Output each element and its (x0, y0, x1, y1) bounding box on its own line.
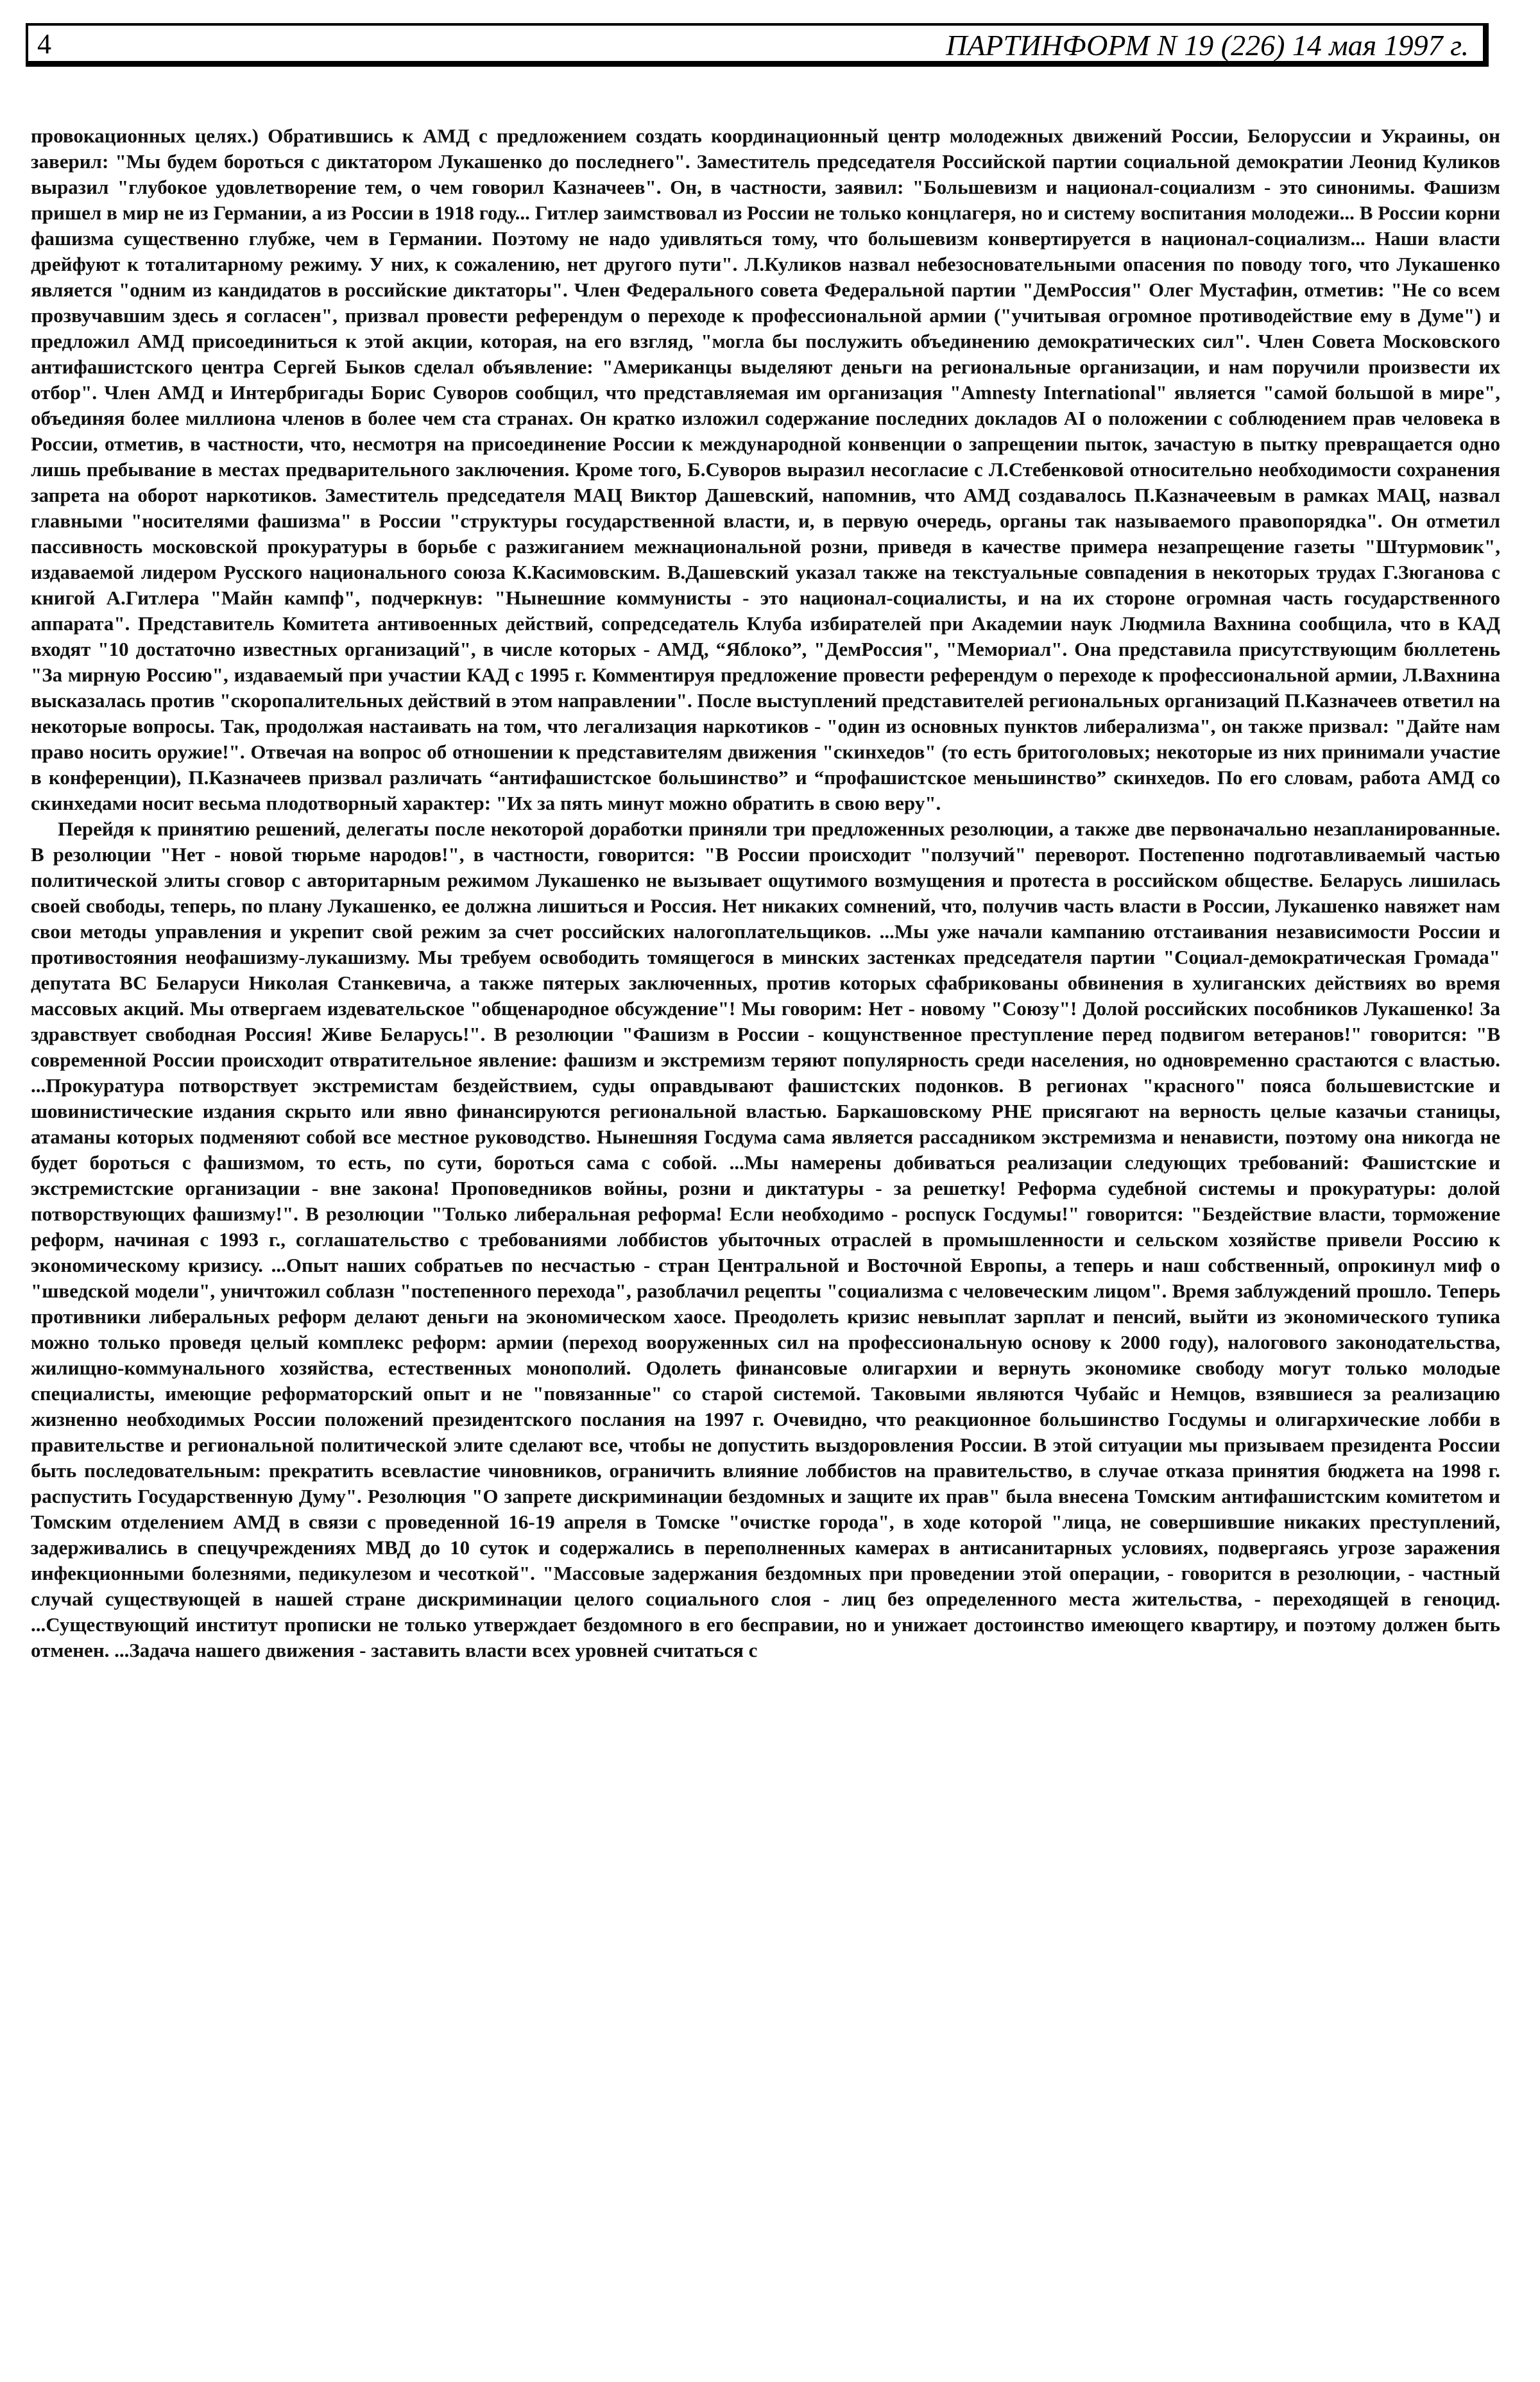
article-body (31, 123, 1500, 1663)
issue-info: ПАРТИНФОРМ N 19 (226) 14 мая 1997 г. (946, 29, 1469, 62)
page-number: 4 (37, 28, 51, 60)
article-paragraph: провокационных целях.) Обратившись к АМД с предложением создать координационный центр молодежных движений России, Белоруссии и Украины, он заверил: "Мы будем бороться с диктатором Лукашенко до последнего". Заместитель председателя Российской партии социальной демократии Леонид Куликов выразил "глубокое удовлетворение тем, о чем говорил Казначеев". Он, в частности, заявил: "Большевизм и национал-социализм - это синонимы. Фашизм пришел в мир не из Германии, а из России в 1918 году... Гитлер заимствовал из России не только концлагеря, но и систему воспитания молодежи... В России корни фашизма существенно глубже, чем в Германии. Поэтому не надо удивляться тому, что большевизм конвертируется в национал-социализм... Наши власти дрейфуют к тоталитарному режиму. У них, к сожалению, нет другого пути". Л.Куликов назвал небезосновательными опасения по поводу того, что Лукашенко является "одним из кандидатов в российские диктаторы". Член Федерального совета Федеральной партии "ДемРоссия" Олег Мустафин, отметив: "Не со всем прозвучавшим здесь я согласен", призвал провести референдум о переходе к профессиональной армии ("учитывая огромное противодействие ему в Думе") и предложил АМД присоединиться к этой акции, которая, на его взгляд, "могла бы послужить объединению демократических сил". Член Совета Московского антифашистского центра Сергей Быков сделал объявление: "Американцы выделяют деньги на региональные организации, и нам поручили произвести их отбор". Член АМД и Интербригады Борис Суворов сообщил, что представляемая им организация "Amnesty International" является "самой большой в мире", объединяя более миллиона членов в более чем ста странах. Он кратко изложил содержание последних докладов AI о положении с соблюдением прав человека в России, отметив, в частности, что, несмотря на присоединение России к международной конвенции о запрещении пыток, зачастую в пытку превращается одно лишь пребывание в местах предварительного заключения. Кроме того, Б.Суворов выразил несогласие с Л.Стебенковой относительно необходимости сохранения запрета на оборот наркотиков. Заместитель председателя МАЦ Виктор Дашевский, напомнив, что АМД создавалось П.Казначеевым в рамках МАЦ, назвал главными "носителями фашизма" в России "структуры государственной власти, и, в первую очередь, органы так называемого правопорядка". Он отметил пассивность московской прокуратуры в борьбе с разжиганием межнациональной розни, приведя в качестве примера незапрещение газеты "Штурмовик", издаваемой лидером Русского национального союза К.Касимовским. В.Дашевский указал также на текстуальные совпадения в некоторых трудах Г.Зюганова с книгой А.Гитлера "Майн кампф", подчеркнув: "Нынешние коммунисты - это национал-социалисты, и на их стороне огромная часть государственного аппарата". Представитель Комитета антивоенных действий, сопредседатель Клуба избирателей при Академии наук Людмила Вахнина сообщила, что в КАД входят "10 достаточно известных организаций", в числе которых - АМД, “Яблоко”, "ДемРоссия", "Мемориал". Она представила присутствующим бюллетень "За мирную Россию", издаваемый при участии КАД с 1995 г. Комментируя предложение провести референдум о переходе к профессиональной армии, Л.Вахнина высказалась против "скоропалительных действий в этом направлении". После выступлений представителей региональных организаций П.Казначеев ответил на некоторые вопросы. Так, продолжая настаивать на том, что легализация наркотиков - "один из основных пунктов либерализма", он также призвал: "Дайте нам право носить оружие!". Отвечая на вопрос об отношении к представителям движения "скинхедов" (то есть бритоголовых; некоторые из них принимали участие в конференции), П.Казначеев призвал различать “антифашистское большинство” и “профашистское меньшинство” скинхедов. По его словам, работа АМД со скинхедами носит весьма плодотворный характер: "Их за пять минут можно обратить в свою веру". (31, 124, 1500, 814)
article-paragraph: Перейдя к принятию решений, делегаты после некоторой доработки приняли три предложенных резолюции, а также две первоначально незапланированные. В резолюции "Нет - новой тюрьме народов!", в частности, говорится: "В России происходит "ползучий" переворот. Постепенно подготавливаемый частью политической элиты сговор с авторитарным режимом Лукашенко не вызывает ощутимого возмущения и протеста в российском обществе. Беларусь лишилась своей свободы, теперь, по плану Лукашенко, ее должна лишиться и Россия. Нет никаких сомнений, что, получив часть власти в России, Лукашенко навяжет нам свои методы управления и укрепит свой режим за счет российских налогоплательщиков. ...Мы уже начали кампанию отстаивания независимости России и противостояния неофашизму-лукашизму. Мы требуем освободить томящегося в минских застенках председателя партии "Социал-демократическая Громада" депутата ВС Беларуси Николая Станкевича, а также пятерых заключенных, против которых сфабрикованы обвинения в хулиганских действиях во время массовых акций. Мы отвергаем издевательское "общенародное обсуждение"! Мы говорим: Нет - новому "Союзу"! Долой российских пособников Лукашенко! За здравствует свободная Россия! Живе Беларусь!". В резолюции "Фашизм в России - кощунственное преступление перед подвигом ветеранов!" говорится: "В современной России происходит отвратительное явление: фашизм и экстремизм теряют популярность среди населения, но одновременно срастаются с властью. ...Прокуратура потворствует экстремистам бездействием, суды оправдывают фашистских подонков. В регионах "красного" пояса большевистские и шовинистические издания скрыто или явно финансируются региональной властью. Баркашовскому РНЕ присягают на верность целые казачьи станицы, атаманы которых подменяют собой все местное руководство. Нынешняя Госдума сама является рассадником экстремизма и ненависти, поэтому она никогда не будет бороться с фашизмом, то есть, по сути, бороться сама с собой. ...Мы намерены добиваться реализации следующих требований: Фашистские и экстремистские организации - вне закона! Проповедников войны, розни и диктатуры - за решетку! Реформа судебной системы и прокуратуры: долой потворствующих фашизму!". В резолюции "Только либеральная реформа! Если необходимо - роспуск Госдумы!" говорится: "Бездействие власти, торможение реформ, начиная с 1993 г., соглашательство с требованиями лоббистов убыточных отраслей в промышленности и сельском хозяйстве привели Россию к экономическому кризису. ...Опыт наших собратьев по несчастью - стран Центральной и Восточной Европы, а теперь и наш собственный, опрокинул миф о "шведской модели", уничтожил соблазн "постепенного перехода", разоблачил рецепты "социализма с человеческим лицом". Время заблуждений прошло. Теперь противники либеральных реформ делают деньги на экономическом хаосе. Преодолеть кризис невыплат зарплат и пенсий, выйти из экономического тупика можно только проведя целый комплекс реформ: армии (переход вооруженных сил на профессиональную основу к 2000 году), налогового законодательства, жилищно-коммунального хозяйства, естественных монополий. Одолеть финансовые олигархии и вернуть экономике свободу могут только молодые специалисты, имеющие реформаторский опыт и не "повязанные" со старой системой. Таковыми являются Чубайс и Немцов, взявшиеся за реализацию жизненно необходимых России положений президентского послания на 1997 г. Очевидно, что реакционное большинство Госдумы и олигархические лобби в правительстве и региональной политической элите сделают все, чтобы не допустить выздоровления России. В этой ситуации мы призываем президента России быть последовательным: прекратить всевластие чиновников, ограничить влияние лоббистов на правительство, в случае отказа принятия бюджета на 1998 г. распустить Государственную Думу". Резолюция "О запрете дискриминации бездомных и защите их прав" была внесена Томским антифашистским комитетом и Томским отделением АМД в связи с проведенной 16-19 апреля в Томске "очистке города", в ходе которой "лица, не совершившие никаких преступлений, задерживались в спецучреждениях МВД до 10 суток и содержались в переполненных камерах в антисанитарных условиях, подвергаясь угрозе заражения инфекционными болезнями, педикулезом и чесоткой". "Массовые задержания бездомных при проведении этой операции, - говорится в резолюции, - частный случай существующей в нашей стране дискриминации целого социального слоя - лиц без определенного места жительства, - переходящей в геноцид. ...Существующий институт прописки не только утверждает бездомного в его бесправии, но и унижает достоинство имеющего квартиру, и поэтому должен быть отменен. ...Задача нашего движения - заставить власти всех уровней считаться с (31, 818, 1500, 1661)
page-header (26, 23, 1489, 67)
